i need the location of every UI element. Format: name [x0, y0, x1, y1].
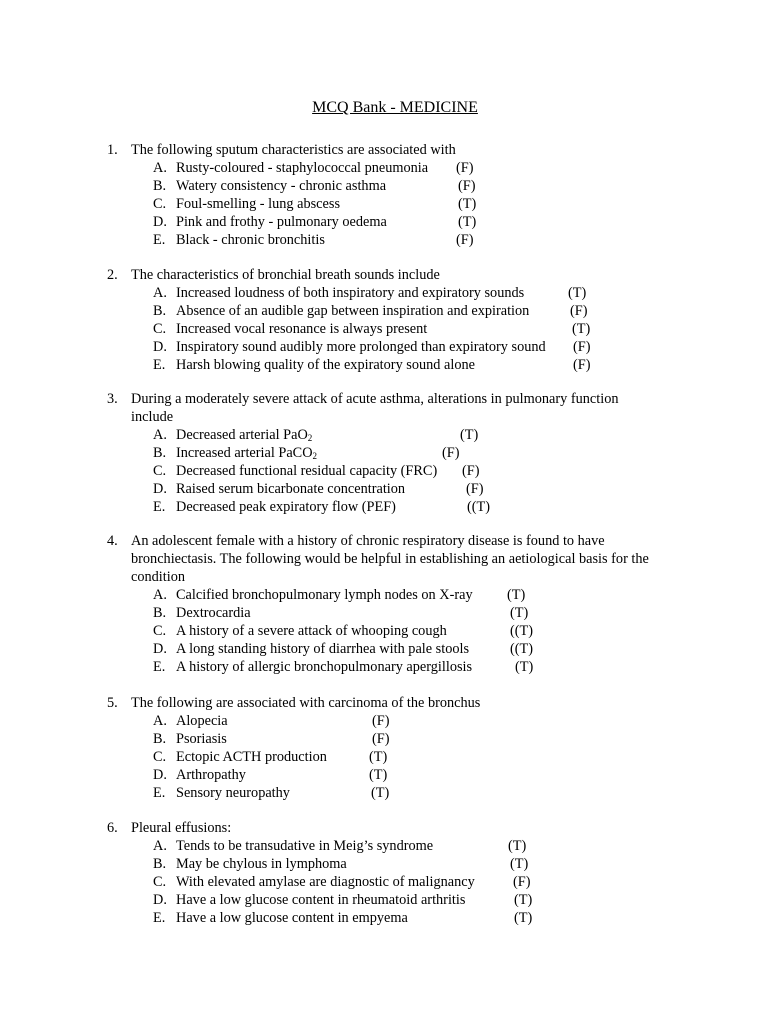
option-letter: C. [153, 874, 167, 890]
option-row [0, 622, 768, 640]
option-letter: D. [153, 339, 167, 355]
option-answer-mark: (T) [568, 285, 587, 301]
question-stem: bronchiectasis. The following would be helpful in establishing an aetiological basis for the [131, 551, 649, 567]
option-text-main: Increased loudness of both inspiratory and expiratory sounds [176, 285, 525, 301]
option-text-main: Increased vocal resonance is always present [176, 321, 428, 337]
option-text [176, 213, 387, 231]
option-row [0, 195, 768, 213]
option-row [0, 213, 768, 231]
question-stem-line [0, 390, 768, 408]
question-5 [0, 694, 768, 802]
question-stem-line [0, 408, 768, 426]
option-text [176, 195, 340, 213]
option-text-main: Watery consistency - chronic asthma [176, 178, 387, 194]
option-letter: E. [153, 499, 166, 515]
option-row [0, 712, 768, 730]
page-title: MCQ Bank - MEDICINE [312, 99, 478, 116]
option-answer-mark: (F) [573, 357, 591, 373]
question-stem: The following are associated with carcinoma of the bronchus [131, 695, 481, 711]
option-answer-mark: (T) [515, 659, 534, 675]
option-text [176, 480, 405, 498]
option-text-main: Dextrocardia [176, 605, 251, 621]
option-letter: B. [153, 605, 167, 621]
option-answer-mark: (T) [508, 838, 527, 854]
question-stem: The characteristics of bronchial breath sounds include [131, 267, 440, 283]
option-row [0, 356, 768, 374]
option-letter: D. [153, 892, 167, 908]
question-stem-line [0, 819, 768, 837]
option-text-main: With elevated amylase are diagnostic of malignancy [176, 874, 475, 890]
option-letter: B. [153, 856, 167, 872]
question-number: 1. [107, 142, 118, 158]
option-text-main: Raised serum bicarbonate concentration [176, 481, 406, 497]
option-answer-mark: (F) [570, 303, 588, 319]
option-text [176, 177, 386, 195]
option-text [176, 462, 437, 480]
question-stem: During a moderately severe attack of acute asthma, alterations in pulmonary function [131, 391, 619, 407]
question-stem: include [131, 409, 174, 425]
option-letter: A. [153, 587, 167, 603]
option-text [176, 622, 447, 640]
option-text-main: Calcified bronchopulmonary lymph nodes on X-ray [176, 587, 473, 603]
option-answer-mark: (F) [372, 731, 390, 747]
option-row [0, 284, 768, 302]
option-letter: A. [153, 838, 167, 854]
option-answer-mark: (T) [371, 785, 390, 801]
option-letter: E. [153, 785, 166, 801]
question-number: 5. [107, 695, 118, 711]
option-row [0, 873, 768, 891]
option-letter: B. [153, 445, 167, 461]
option-text [176, 748, 327, 766]
question-2 [0, 266, 768, 374]
option-row [0, 748, 768, 766]
option-text-main: Alopecia [176, 713, 228, 729]
option-letter: A. [153, 427, 167, 443]
option-answer-mark: ((T) [510, 623, 534, 639]
option-row [0, 231, 768, 249]
question-3 [0, 390, 768, 516]
option-answer-mark: ((T) [467, 499, 491, 515]
question-stem-line [0, 532, 768, 550]
question-stem: An adolescent female with a history of chronic respiratory disease is found to have [131, 533, 605, 549]
option-answer-mark: (T) [369, 749, 388, 765]
question-4 [0, 532, 768, 676]
option-letter: C. [153, 321, 167, 337]
option-letter: B. [153, 303, 167, 319]
option-text-main: Harsh blowing quality of the expiratory sound alone [176, 357, 475, 373]
option-answer-mark: (T) [572, 321, 591, 337]
option-text [176, 909, 408, 927]
option-letter: E. [153, 910, 166, 926]
option-subscript: 2 [312, 451, 318, 461]
option-text [176, 604, 251, 622]
option-text-main: Rusty-coloured - staphylococcal pneumonia [176, 160, 429, 176]
option-answer-mark: (F) [442, 445, 460, 461]
option-letter: E. [153, 357, 166, 373]
option-row [0, 640, 768, 658]
option-row [0, 604, 768, 622]
option-answer-mark: (T) [460, 427, 479, 443]
question-stem-line [0, 550, 768, 568]
option-row [0, 909, 768, 927]
option-answer-mark: (F) [458, 178, 476, 194]
option-letter: C. [153, 196, 167, 212]
option-text-main: Foul-smelling - lung abscess [176, 196, 341, 212]
option-answer-mark: (T) [369, 767, 388, 783]
option-letter: D. [153, 481, 167, 497]
option-row [0, 766, 768, 784]
option-text [176, 338, 546, 356]
option-row [0, 302, 768, 320]
option-text-main: A long standing history of diarrhea with pale stools [176, 641, 470, 657]
option-row [0, 837, 768, 855]
option-letter: C. [153, 463, 167, 479]
option-letter: B. [153, 178, 167, 194]
question-stem: condition [131, 569, 186, 585]
question-stem-line [0, 568, 768, 586]
option-letter: E. [153, 659, 166, 675]
option-text [176, 444, 317, 462]
question-stem-line [0, 141, 768, 159]
option-text [176, 730, 227, 748]
option-text [176, 873, 475, 891]
question-stem: Pleural effusions: [131, 820, 232, 836]
option-answer-mark: (T) [510, 856, 529, 872]
option-answer-mark: (F) [456, 232, 474, 248]
option-text [176, 784, 290, 802]
option-letter: C. [153, 749, 167, 765]
option-text [176, 640, 469, 658]
option-answer-mark: (T) [510, 605, 529, 621]
option-text [176, 302, 529, 320]
question-number: 3. [107, 391, 118, 407]
option-answer-mark: (T) [458, 214, 477, 230]
option-text-main: Have a low glucose content in rheumatoid arthritis [176, 892, 466, 908]
option-text [176, 159, 428, 177]
option-letter: D. [153, 214, 167, 230]
option-text-main: Decreased functional residual capacity (FRC) [176, 463, 438, 479]
question-1 [0, 141, 768, 249]
option-letter: A. [153, 285, 167, 301]
option-text [176, 356, 475, 374]
option-answer-mark: (T) [514, 910, 533, 926]
question-stem-line [0, 266, 768, 284]
option-text-main: May be chylous in lymphoma [176, 856, 347, 872]
option-letter: D. [153, 641, 167, 657]
option-letter: A. [153, 160, 167, 176]
question-stem: The following sputum characteristics are associated with [131, 142, 456, 158]
option-letter: D. [153, 767, 167, 783]
option-text [176, 712, 228, 730]
option-text-main: Increased arterial PaCO [176, 445, 313, 461]
option-answer-mark: (T) [458, 196, 477, 212]
option-answer-mark: (F) [462, 463, 480, 479]
option-text [176, 658, 472, 676]
option-row [0, 658, 768, 676]
option-text-main: Inspiratory sound audibly more prolonged than expiratory sound [176, 339, 546, 355]
option-answer-mark: (T) [514, 892, 533, 908]
option-subscript: 2 [307, 433, 313, 443]
option-row [0, 177, 768, 195]
option-text [176, 766, 246, 784]
option-row [0, 784, 768, 802]
option-text [176, 837, 433, 855]
option-letter: E. [153, 232, 166, 248]
option-row [0, 855, 768, 873]
option-text-main: A history of a severe attack of whooping cough [176, 623, 447, 639]
option-text-main: Ectopic ACTH production [176, 749, 327, 765]
option-letter: C. [153, 623, 167, 639]
option-text-main: Tends to be transudative in Meig’s syndrome [176, 838, 434, 854]
option-text-main: Pink and frothy - pulmonary oedema [176, 214, 387, 230]
option-text [176, 426, 312, 444]
option-text-main: Have a low glucose content in empyema [176, 910, 408, 926]
option-answer-mark: (F) [466, 481, 484, 497]
question-number: 2. [107, 267, 118, 283]
question-number: 6. [107, 820, 118, 836]
option-row [0, 891, 768, 909]
option-row [0, 480, 768, 498]
option-row [0, 730, 768, 748]
option-text [176, 586, 473, 604]
question-6 [0, 819, 768, 927]
option-text [176, 320, 427, 338]
option-letter: B. [153, 731, 167, 747]
option-answer-mark: ((T) [510, 641, 534, 657]
option-text [176, 498, 396, 516]
option-answer-mark: (F) [513, 874, 531, 890]
question-stem-line [0, 694, 768, 712]
option-row [0, 426, 768, 444]
option-row [0, 338, 768, 356]
option-text [176, 231, 325, 249]
option-text-main: Decreased arterial PaO [176, 427, 308, 443]
option-text-main: Absence of an audible gap between inspiration and expiration [176, 303, 530, 319]
option-row [0, 159, 768, 177]
option-row [0, 462, 768, 480]
option-text-main: Decreased peak expiratory flow (PEF) [176, 499, 396, 515]
option-row [0, 498, 768, 516]
option-text-main: Arthropathy [176, 767, 246, 783]
option-text-main: Sensory neuropathy [176, 785, 290, 801]
option-text [176, 284, 524, 302]
option-row [0, 444, 768, 462]
option-answer-mark: (F) [573, 339, 591, 355]
option-text-main: A history of allergic bronchopulmonary apergillosis [176, 659, 473, 675]
option-row [0, 586, 768, 604]
option-text [176, 891, 465, 909]
option-text [176, 855, 347, 873]
option-answer-mark: (T) [507, 587, 526, 603]
option-row [0, 320, 768, 338]
question-number: 4. [107, 533, 118, 549]
option-answer-mark: (F) [372, 713, 390, 729]
option-text-main: Black - chronic bronchitis [176, 232, 325, 248]
option-letter: A. [153, 713, 167, 729]
option-answer-mark: (F) [456, 160, 474, 176]
option-text-main: Psoriasis [176, 731, 227, 747]
